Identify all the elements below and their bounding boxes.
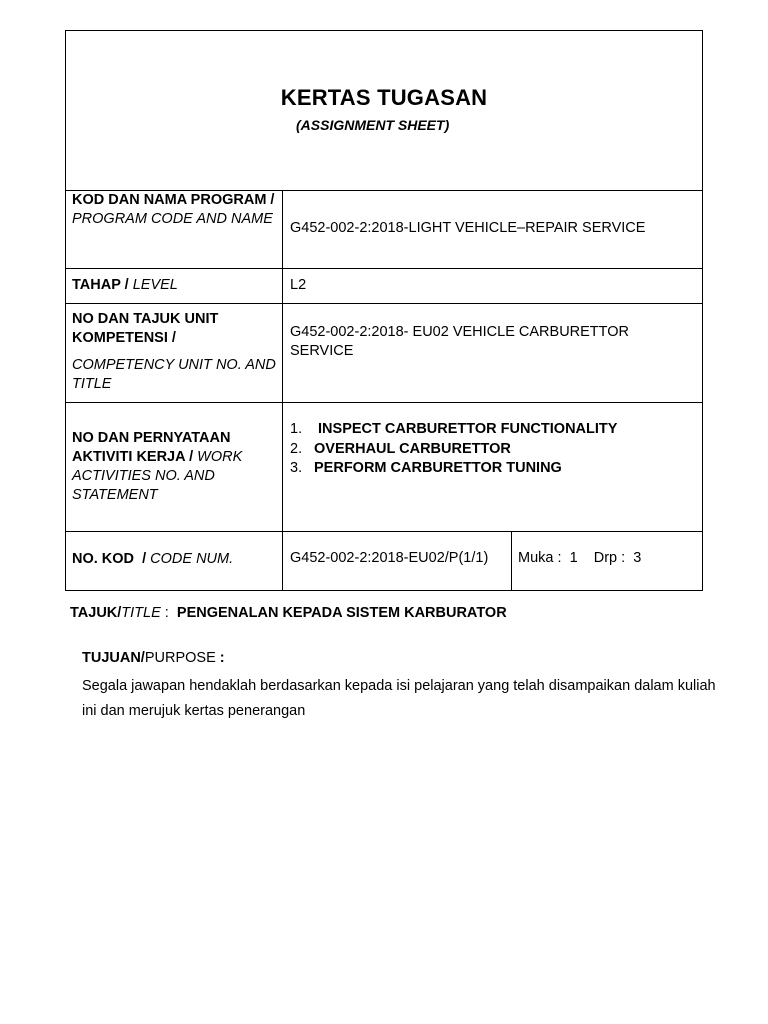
activities-label-text — [72, 429, 276, 505]
activity-item — [290, 459, 695, 479]
activities-label-malay: NO DAN PERNYATAAN AKTIVITI KERJA / — [72, 430, 231, 465]
level-value: L2 — [290, 277, 307, 293]
program-label-english: PROGRAM CODE AND NAME — [72, 211, 273, 227]
sheet-title: KERTAS TUGASAN — [280, 85, 488, 110]
sheet-subtitle: (ASSIGNMENT SHEET) — [296, 117, 450, 133]
activity-number: 2. — [290, 440, 303, 457]
purpose-label-english: PURPOSE — [144, 650, 216, 666]
level-label-malay: TAHAP / — [72, 277, 133, 293]
activity-item — [290, 420, 695, 440]
activity-number: 3. — [290, 460, 303, 476]
title-label-malay: TAJUK/ — [70, 605, 122, 621]
purpose-colon: : — [215, 650, 225, 666]
program-value: G452-002-2:2018-LIGHT VEHICLE–REPAIR SERVICE — [290, 220, 646, 236]
purpose-heading — [82, 650, 225, 666]
code-row — [66, 532, 702, 590]
competency-label-spacer — [72, 348, 276, 356]
competency-label-english: COMPETENCY UNIT NO. AND TITLE — [72, 357, 276, 392]
purpose-label-malay: TUJUAN/ — [82, 650, 145, 666]
code-label — [66, 532, 283, 590]
activity-text: PERFORM CARBURETTOR TUNING — [314, 460, 562, 476]
activity-text: INSPECT CARBURETTOR FUNCTIONALITY — [314, 421, 618, 437]
level-label — [66, 269, 283, 303]
activity-number: 1. — [290, 421, 303, 437]
competency-label — [66, 304, 283, 402]
purpose-body: Segala jawapan hendaklah berdasarkan kepada isi pelajaran yang telah disampaikan dalam kuliah ini dan merujuk kertas penerangan — [82, 678, 716, 719]
level-label-english: LEVEL — [132, 277, 178, 293]
sheet-header — [66, 31, 702, 191]
competency-row — [66, 304, 702, 403]
code-label-text — [72, 550, 276, 569]
code-label-english: CODE NUM. — [150, 551, 234, 567]
competency-value: G452-002-2:2018- EU02 VEHICLE CARBURETTOR SERVICE — [290, 324, 630, 359]
program-label-malay: KOD DAN NAMA PROGRAM / — [72, 192, 275, 208]
title-line — [70, 605, 507, 621]
activities-value — [283, 403, 702, 531]
competency-label-malay: NO DAN TAJUK UNIT KOMPETENSI / — [72, 311, 219, 346]
page-info: Muka : 1 Drp : 3 — [518, 550, 642, 566]
activities-label — [66, 403, 283, 531]
program-row — [66, 191, 702, 269]
activities-label-english: WORK ACTIVITIES NO. AND STATEMENT — [72, 449, 243, 503]
code-label-malay: NO. KOD / — [72, 551, 151, 567]
program-label — [66, 191, 283, 268]
assignment-sheet-table — [65, 30, 703, 591]
activities-row — [66, 403, 702, 532]
activity-item — [290, 440, 695, 460]
activity-text: OVERHAUL CARBURETTOR — [314, 440, 511, 457]
activities-list — [290, 420, 695, 479]
level-row — [66, 269, 702, 304]
title-label-english: TITLE — [121, 605, 161, 621]
title-value: PENGENALAN KEPADA SISTEM KARBURATOR — [176, 605, 507, 621]
level-label-inline — [72, 276, 276, 295]
title-separator: : — [160, 605, 177, 621]
code-value: G452-002-2:2018-EU02/P(1/1) — [283, 532, 512, 590]
